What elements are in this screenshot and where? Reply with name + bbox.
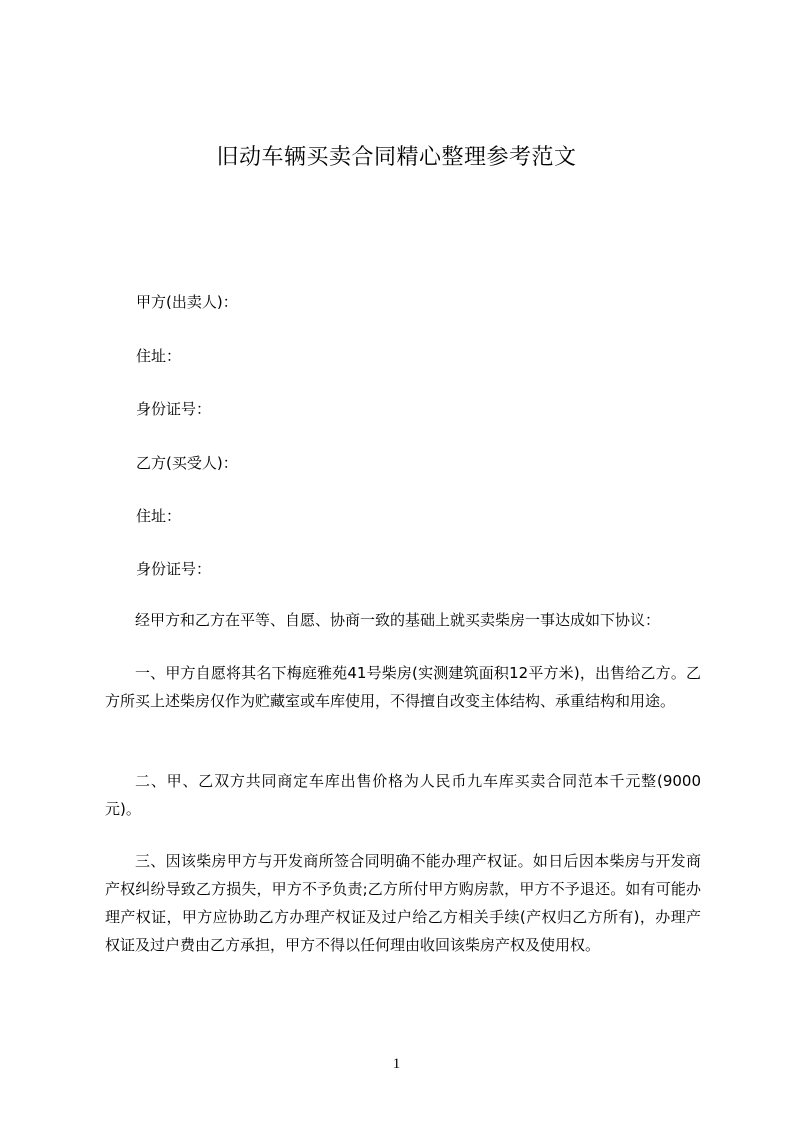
party-b-address-label: 住址： bbox=[136, 507, 182, 525]
party-b-id-label: 身份证号： bbox=[136, 560, 212, 578]
document-title: 旧动车辆买卖合同精心整理参考范文 bbox=[216, 145, 577, 170]
clause-1: 一、甲方自愿将其名下梅庭雅苑41号柴房(实测建筑面积12平方米)，出售给乙方。乙方所买上述柴房仅作为贮藏室或车库使用，不得擅自改变主体结构、承重结构和用途。 bbox=[105, 664, 701, 710]
party-b-label: 乙方(买受人)： bbox=[136, 454, 238, 472]
clause-3: 三、因该柴房甲方与开发商所签合同明确不能办理产权证。如日后因本柴房与开发商产权纠纷导致乙方损失，甲方不予负责;乙方所付甲方购房款，甲方不予退还。如有可能办理产权证，甲方应协助乙方办理产权证及过户给乙方相关手续(产权归乙方所有)，办理产权证及过户费由乙方承担，甲方不得以任何理由收回该柴房产权及使用权。 bbox=[105, 852, 701, 954]
clause-2: 二、甲、乙双方共同商定车库出售价格为人民币九车库买卖合同范本千元整(9000元)。 bbox=[105, 772, 701, 818]
party-a-address-label: 住址： bbox=[136, 347, 182, 365]
intro-paragraph: 经甲方和乙方在平等、自愿、协商一致的基础上就买卖柴房一事达成如下协议： bbox=[135, 611, 661, 629]
party-a-id-label: 身份证号： bbox=[136, 400, 212, 418]
party-a-label: 甲方(出卖人)： bbox=[136, 293, 238, 311]
page-number: 1 bbox=[392, 1056, 401, 1072]
